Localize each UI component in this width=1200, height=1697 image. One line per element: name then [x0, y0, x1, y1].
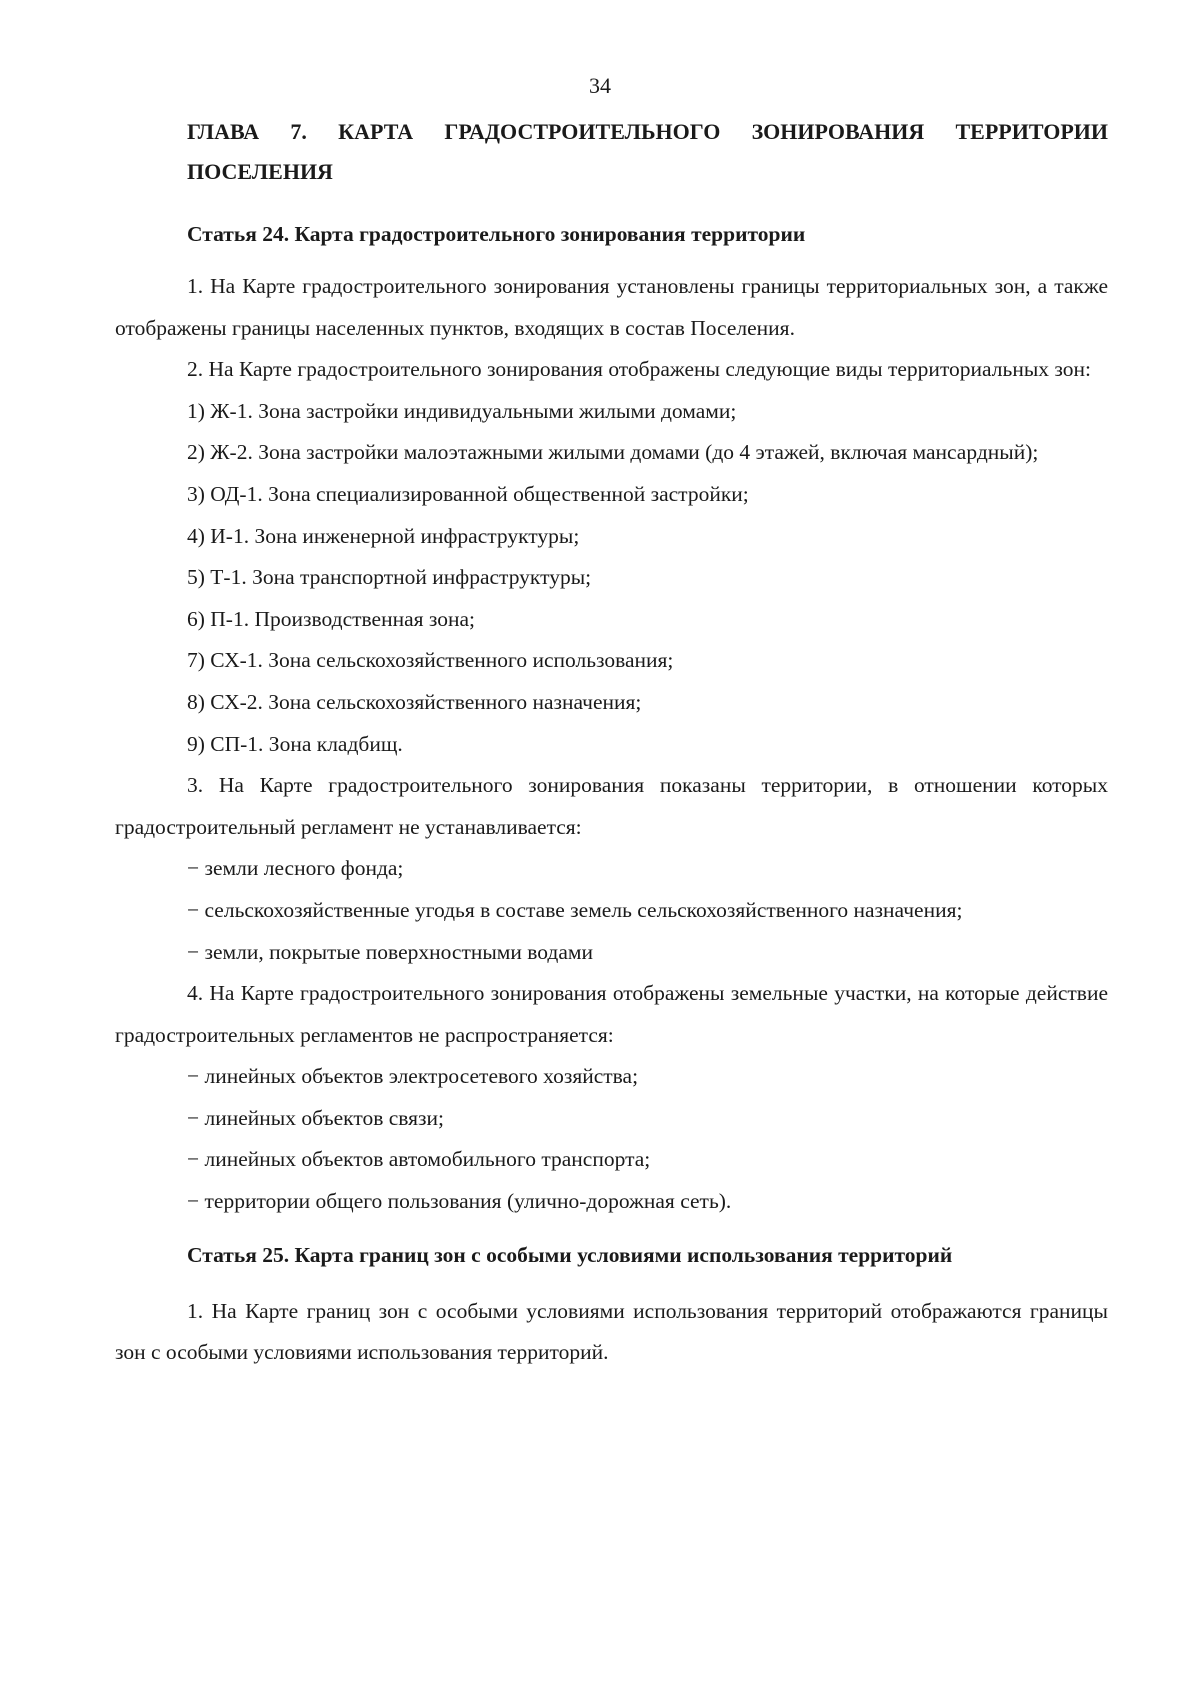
zone-list-item: 2) Ж-2. Зона застройки малоэтажными жилыми домами (до 4 этажей, включая мансардный); — [187, 440, 1039, 465]
dash-list-item: − земли, покрытые поверхностными водами — [187, 939, 594, 964]
dash-list-item: − земли лесного фонда; — [187, 856, 404, 881]
zone-list-item: 8) СХ-2. Зона сельскохозяйственного назначения; — [187, 689, 642, 714]
excluded-plots-list — [115, 1056, 1108, 1222]
page-number: 34 — [589, 73, 611, 98]
article-25-title: Статья 25. Карта границ зон с особыми условиями использования территорий — [187, 1242, 953, 1267]
article-24-title: Статья 24. Карта градостроительного зонирования территории — [187, 222, 806, 246]
zone-list-item: 5) Т-1. Зона транспортной инфраструктуры; — [187, 565, 592, 590]
article-24-paragraph-3: 3. На Карте градостроительного зонирования показаны территории, в отношении которых градостроительный регламент не устанавливается: — [115, 773, 1108, 839]
unregulated-territories-list — [115, 848, 1108, 973]
article-24-paragraph-4: 4. На Карте градостроительного зонирования отображены земельные участки, на которые действие градостроительных регламентов не распространяется: — [115, 981, 1108, 1047]
zone-list-item: 3) ОД-1. Зона специализированной общественной застройки; — [187, 481, 749, 506]
zone-list-item: 9) СП-1. Зона кладбищ. — [187, 731, 403, 756]
dash-list-item: − линейных объектов связи; — [187, 1105, 445, 1130]
article-25-paragraph-1: 1. На Карте границ зон с особыми условиями использования территорий отображаются границы зон с особыми условиями использования территорий. — [115, 1298, 1108, 1365]
dash-list-item: − территории общего пользования (улично-дорожная сеть). — [187, 1189, 732, 1214]
zone-list-item: 6) П-1. Производственная зона; — [187, 606, 476, 631]
dash-list-item: − сельскохозяйственные угодья в составе земель сельскохозяйственного назначения; — [187, 897, 963, 922]
zone-list-item: 7) СХ-1. Зона сельскохозяйственного использования; — [187, 648, 674, 673]
zone-list-item: 4) И-1. Зона инженерной инфраструктуры; — [187, 523, 580, 548]
chapter-title: ГЛАВА 7. КАРТА ГРАДОСТРОИТЕЛЬНОГО ЗОНИРОВАНИЯ ТЕРРИТОРИИ ПОСЕЛЕНИЯ — [187, 119, 1108, 184]
article-24-paragraph-1: 1. На Карте градостроительного зонирования установлены границы территориальных зон, а также отображены границы населенных пунктов, входящих в состав Поселения. — [115, 274, 1108, 340]
page-content — [115, 112, 1108, 1374]
dash-list-item: − линейных объектов автомобильного транспорта; — [187, 1147, 651, 1172]
zone-list — [115, 391, 1108, 765]
zone-list-item: 1) Ж-1. Зона застройки индивидуальными жилыми домами; — [187, 398, 737, 423]
dash-list-item: − линейных объектов электросетевого хозяйства; — [187, 1064, 639, 1089]
article-24-paragraph-2: 2. На Карте градостроительного зонирования отображены следующие виды территориальных зон: — [187, 357, 1091, 382]
